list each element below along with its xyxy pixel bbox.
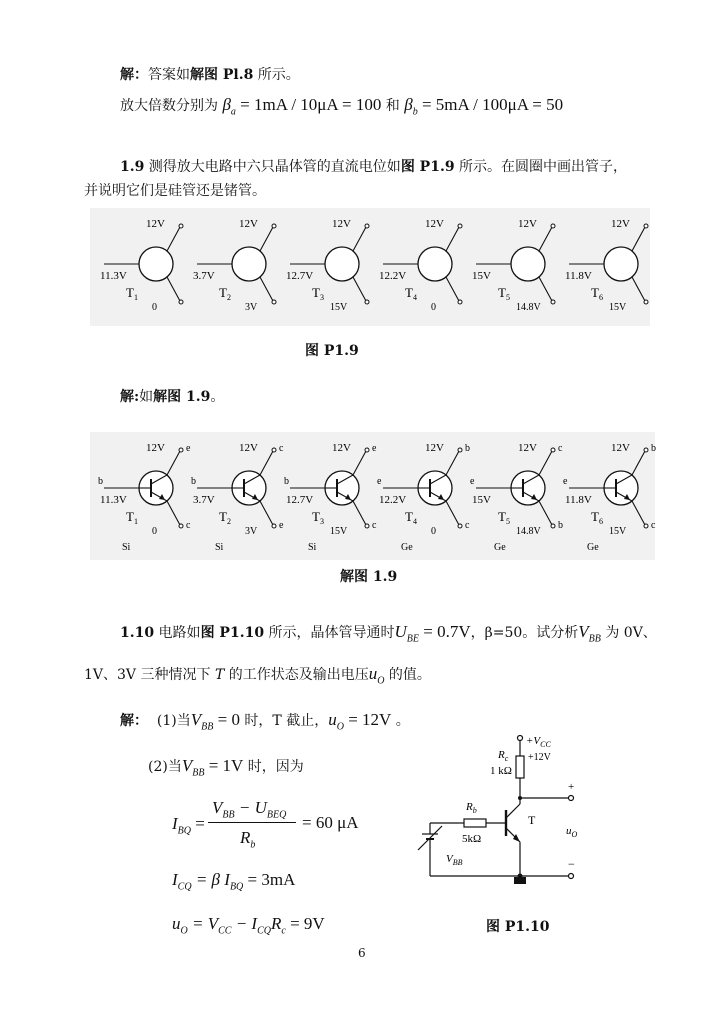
- transistor-name: $T_2$: [219, 285, 231, 302]
- problem-1-9-line1: [120, 156, 627, 176]
- transistor-name: $T_1$: [126, 509, 138, 526]
- top-terminal: [272, 448, 276, 452]
- left-voltage: 11.8V: [565, 270, 592, 282]
- top-terminal: [365, 224, 369, 228]
- top-terminal: [272, 224, 276, 228]
- left-voltage: 3.7V: [193, 270, 215, 282]
- figure-background: [90, 208, 650, 326]
- figure-caption: 图 P1.10: [486, 919, 550, 935]
- top-voltage: 12V: [332, 218, 351, 230]
- material-label: Ge: [587, 542, 599, 553]
- top-terminal: [458, 224, 462, 228]
- transistor-circle: [418, 247, 452, 281]
- material-label: Si: [122, 542, 131, 553]
- case-text: 时，因为: [243, 759, 304, 775]
- figure-ref: 图 P1.9: [400, 159, 455, 175]
- top-terminal: [644, 448, 648, 452]
- problem-number: 1.9: [120, 159, 145, 175]
- problem-text: 测得放大电路中六只晶体管的直流电位如: [144, 159, 401, 175]
- solution-label: 解:: [120, 389, 140, 405]
- top-terminal: [179, 224, 183, 228]
- figure-solution-1-9: [90, 432, 655, 560]
- top-voltage: 12V: [146, 218, 165, 230]
- gain-and: 和: [381, 98, 405, 114]
- transistor-circle: [604, 247, 638, 281]
- bottom-terminal: [551, 300, 555, 304]
- top-voltage: 12V: [332, 442, 351, 454]
- pin-bottom: c: [186, 520, 191, 531]
- output-plus-terminal: [569, 796, 574, 801]
- left-voltage: 12.2V: [379, 494, 407, 506]
- top-voltage: 12V: [518, 218, 537, 230]
- rb-resistor: [464, 819, 486, 827]
- left-voltage: 15V: [472, 494, 491, 506]
- material-label: Ge: [494, 542, 506, 553]
- vbb-var: $V_{BB}$: [578, 622, 601, 645]
- bottom-terminal: [179, 300, 183, 304]
- transistor-name: $T_2$: [219, 509, 231, 526]
- bottom-terminal: [551, 524, 555, 528]
- output-minus-terminal: [569, 874, 574, 879]
- pin-left: b: [284, 476, 289, 487]
- bottom-terminal: [644, 524, 648, 528]
- transistor-name: $T_5$: [498, 285, 510, 302]
- bottom-terminal: [179, 524, 183, 528]
- solution-label: 解：: [120, 67, 148, 83]
- pin-top: c: [279, 443, 284, 454]
- figure-ref: 图 P1.10: [200, 625, 265, 641]
- transistor-name: $T_4$: [405, 509, 417, 526]
- rc-label: $R_c$: [498, 749, 509, 763]
- transistor-circle: [325, 247, 359, 281]
- bottom-terminal: [272, 300, 276, 304]
- top-terminal: [179, 448, 183, 452]
- top-voltage: 12V: [611, 218, 630, 230]
- bottom-voltage: 3V: [245, 526, 258, 537]
- transistor-label: T: [528, 813, 536, 827]
- transistor-circle: [139, 247, 173, 281]
- top-terminal: [644, 224, 648, 228]
- bottom-voltage: 14.8V: [516, 302, 541, 313]
- solution-1-10-case1: [120, 710, 410, 732]
- emitter-arrow: [513, 834, 520, 842]
- top-voltage: 12V: [518, 442, 537, 454]
- top-voltage: 12V: [239, 442, 258, 454]
- gain-prefix: 放大倍数分别为: [120, 98, 218, 114]
- problem-text: 所示。在圆圈中画出管子，: [454, 159, 628, 175]
- left-voltage: 12.7V: [286, 494, 314, 506]
- ube-eq: $U_{BE} = 0.7V$: [394, 622, 471, 645]
- bottom-voltage: 15V: [609, 526, 627, 537]
- solution-tail: 。: [210, 389, 225, 405]
- transistor-name: $T_5$: [498, 509, 510, 526]
- transistor-collector: [506, 804, 520, 818]
- rb-value: 5kΩ: [462, 833, 482, 845]
- top-voltage: 12V: [146, 442, 165, 454]
- pin-top: e: [372, 443, 377, 454]
- left-voltage: 11.3V: [100, 270, 127, 282]
- problem-text: 1V、3V 三种情况下: [84, 667, 215, 683]
- solution-1-10-case2: [148, 756, 304, 778]
- bottom-voltage: 0: [152, 526, 157, 537]
- figure-p1-9: [90, 208, 650, 326]
- left-voltage: 15V: [472, 270, 491, 282]
- solution-tail: 所示。: [253, 67, 300, 83]
- pin-bottom: b: [558, 520, 563, 531]
- pin-top: b: [465, 443, 470, 454]
- pin-bottom: c: [372, 520, 377, 531]
- ground-symbol: [514, 877, 526, 884]
- bottom-terminal: [272, 524, 276, 528]
- bottom-voltage: 0: [152, 302, 157, 313]
- left-voltage: 12.2V: [379, 270, 407, 282]
- transistor-name: $T_3$: [312, 285, 324, 302]
- figure-p1-10-circuit: [418, 726, 590, 896]
- pin-left: e: [470, 476, 475, 487]
- transistor-name: $T_6$: [591, 509, 603, 526]
- problem-text: 为 0V、: [600, 625, 657, 641]
- solution-text: 答案如: [148, 67, 190, 83]
- rc-resistor: [516, 756, 524, 778]
- bottom-voltage: 15V: [609, 302, 627, 313]
- ibq-denominator: $R_b$: [240, 828, 256, 851]
- vcc-terminal: [518, 736, 523, 741]
- figure-ref: 解图 Pl.8: [190, 67, 254, 83]
- problem-text: ，β=50。试分析: [470, 625, 579, 641]
- problem-text: 的值。: [384, 667, 431, 683]
- minus-label: −: [568, 857, 575, 871]
- figure-caption: 图 P1.9: [305, 343, 359, 359]
- bottom-terminal: [644, 300, 648, 304]
- pin-left: e: [377, 476, 382, 487]
- collector-node: [518, 796, 522, 800]
- page-number: 6: [358, 946, 366, 960]
- case-text: (2)当: [148, 759, 182, 775]
- bottom-voltage: 3V: [245, 302, 258, 313]
- beta-b: $\beta_b = 5mA / 100\mu A = 50$: [404, 95, 564, 118]
- uo-eq: $u_O = 12V$: [328, 710, 392, 733]
- case-text: 。: [391, 713, 410, 729]
- pin-left: e: [563, 476, 568, 487]
- top-terminal: [365, 448, 369, 452]
- icq-eq: $I_{CQ} = \beta$ $I_{BQ} = 3mA$: [172, 870, 296, 893]
- top-terminal: [551, 224, 555, 228]
- left-voltage: 3.7V: [193, 494, 215, 506]
- pin-top: c: [558, 443, 563, 454]
- problem-1-10-line2: [84, 664, 431, 686]
- transistor-t: T: [214, 667, 225, 683]
- bottom-voltage: 0: [431, 526, 436, 537]
- pin-left: b: [191, 476, 196, 487]
- top-terminal: [551, 448, 555, 452]
- uo-var: $u_O$: [368, 664, 385, 687]
- solution-1-8-line: [120, 64, 300, 84]
- case-text: (1)当: [156, 713, 191, 729]
- vcc-label: $+V_{CC}$: [526, 735, 551, 749]
- vbb-label: $V_{BB}$: [446, 853, 463, 867]
- top-voltage: 12V: [425, 218, 444, 230]
- uo-eq: $u_O = V_{CC} - I_{CQ}R_c = 9V$: [172, 914, 325, 937]
- gain-line: [120, 95, 563, 117]
- bottom-terminal: [458, 300, 462, 304]
- bottom-voltage: 15V: [330, 302, 348, 313]
- rb-label: $R_b$: [466, 801, 477, 815]
- beta-a: $\beta_a = 1mA / 10\mu A = 100$: [222, 95, 382, 118]
- material-label: Si: [308, 542, 317, 553]
- ibq-lhs: $I_{BQ}$ =: [172, 814, 205, 837]
- ibq-result: = 60 μA: [302, 813, 359, 832]
- transistor-circle: [511, 247, 545, 281]
- figure-caption: 解图 1.9: [340, 569, 398, 585]
- problem-text: 所示，晶体管导通时: [264, 625, 395, 641]
- bottom-terminal: [365, 524, 369, 528]
- top-voltage: 12V: [611, 442, 630, 454]
- material-label: Ge: [401, 542, 413, 553]
- solution-1-9-line: [120, 386, 224, 406]
- bottom-voltage: 14.8V: [516, 526, 541, 537]
- bottom-terminal: [458, 524, 462, 528]
- pin-bottom: e: [279, 520, 284, 531]
- vbb-eq: $V_{BB} = 1V$: [181, 756, 244, 779]
- left-voltage: 12.7V: [286, 270, 314, 282]
- transistor-circle: [232, 247, 266, 281]
- top-terminal: [458, 448, 462, 452]
- solution-text: 如: [139, 389, 154, 405]
- transistor-name: $T_6$: [591, 285, 603, 302]
- top-voltage: 12V: [239, 218, 258, 230]
- transistor-name: $T_3$: [312, 509, 324, 526]
- bottom-terminal: [365, 300, 369, 304]
- problem-1-10-line1: [120, 622, 657, 644]
- material-label: Si: [215, 542, 224, 553]
- pin-bottom: c: [465, 520, 470, 531]
- transistor-name: $T_1$: [126, 285, 138, 302]
- uo-label: $u_O$: [566, 825, 578, 839]
- bottom-voltage: 0: [431, 302, 436, 313]
- pin-bottom: c: [651, 520, 656, 531]
- rc-value: 1 kΩ: [490, 765, 512, 777]
- problem-1-9-line2: 并说明它们是硅管还是锗管。: [84, 183, 266, 199]
- problem-text: 的工作状态及输出电压: [224, 667, 369, 683]
- left-voltage: 11.3V: [100, 494, 127, 506]
- left-voltage: 11.8V: [565, 494, 592, 506]
- pin-top: b: [651, 443, 656, 454]
- ibq-numerator: $V_{BB} - U_{BEQ}$: [212, 798, 287, 821]
- vcc-value: +12V: [528, 752, 551, 763]
- solution-label: 解：: [120, 713, 148, 729]
- fraction-bar: [208, 822, 296, 823]
- figure-ref: 解图 1.9: [153, 389, 211, 405]
- bottom-voltage: 15V: [330, 526, 348, 537]
- plus-label: +: [568, 781, 575, 793]
- top-voltage: 12V: [425, 442, 444, 454]
- problem-text: 电路如: [154, 625, 201, 641]
- pin-top: e: [186, 443, 191, 454]
- vbb-eq: $V_{BB} = 0$: [190, 710, 240, 733]
- case-text: 时，T 截止，: [239, 713, 329, 729]
- pin-left: b: [98, 476, 103, 487]
- transistor-name: $T_4$: [405, 285, 417, 302]
- problem-number: 1.10: [120, 625, 155, 641]
